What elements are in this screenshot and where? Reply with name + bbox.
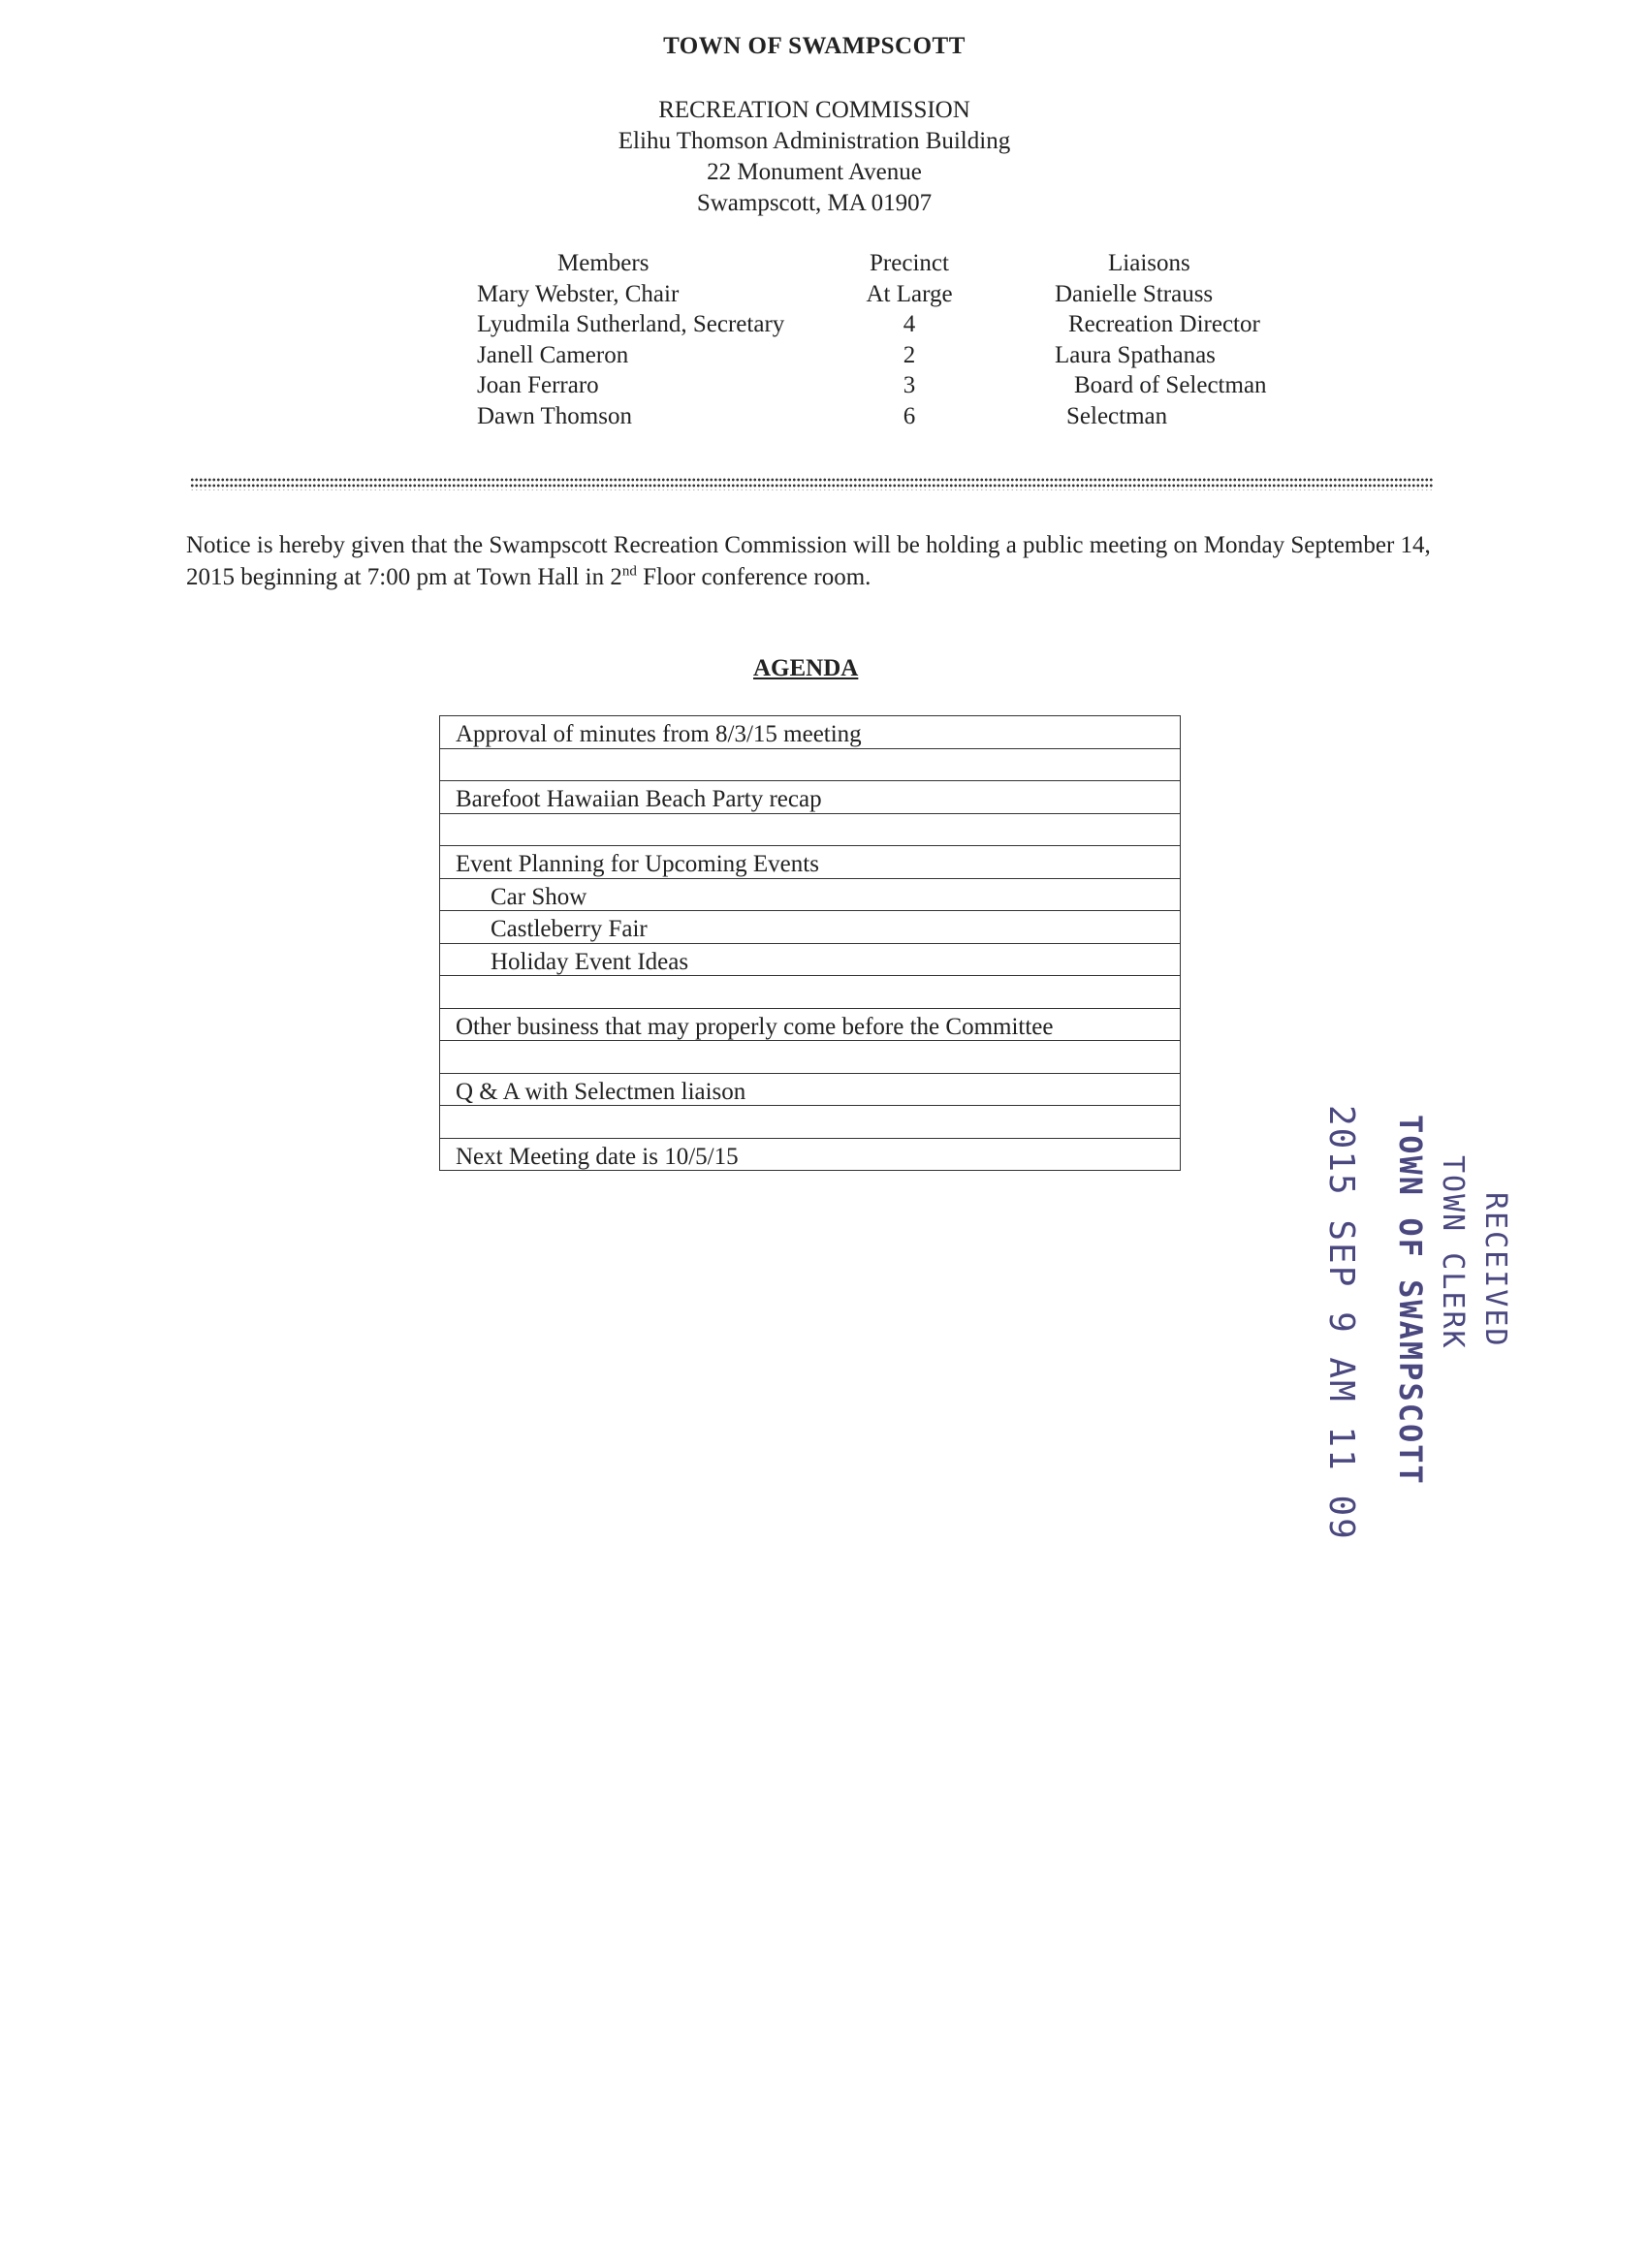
agenda-row: Next Meeting date is 10/5/15 bbox=[440, 1139, 1180, 1172]
dotted-divider bbox=[190, 477, 1433, 490]
precinct-header: Precinct bbox=[870, 250, 949, 276]
agenda-row: Other business that may properly come before the Committee bbox=[440, 1009, 1180, 1042]
document-title: TOWN OF SWAMPSCOTT bbox=[663, 33, 966, 59]
agenda-row: Event Planning for Upcoming Events bbox=[440, 846, 1180, 879]
agenda-title: AGENDA bbox=[753, 655, 859, 681]
agenda-row-empty bbox=[440, 814, 1180, 847]
members-column bbox=[477, 248, 784, 431]
agenda-table bbox=[439, 715, 1181, 1171]
stamp-line-town: TOWN OF SWAMPSCOTT bbox=[1392, 1115, 1429, 1486]
liaison-entry: Board of Selectman bbox=[1074, 372, 1267, 398]
precinct-column bbox=[861, 248, 958, 431]
precinct-value: 4 bbox=[903, 311, 916, 337]
agenda-row-empty bbox=[440, 1106, 1180, 1139]
street-address: 22 Monument Avenue bbox=[707, 159, 922, 185]
liaisons-header: Liaisons bbox=[1108, 250, 1190, 276]
member-name: Dawn Thomson bbox=[477, 402, 632, 429]
precinct-value: 6 bbox=[903, 402, 916, 429]
liaison-entry: Selectman bbox=[1066, 402, 1168, 429]
member-name: Joan Ferraro bbox=[477, 372, 599, 398]
notice-superscript: nd bbox=[621, 563, 637, 580]
liaison-entry: Danielle Strauss bbox=[1055, 280, 1214, 307]
address-block bbox=[0, 95, 1629, 219]
liaison-entry: Recreation Director bbox=[1068, 311, 1260, 337]
agenda-row-empty bbox=[440, 749, 1180, 782]
member-name: Lyudmila Sutherland, Secretary bbox=[477, 311, 785, 337]
agenda-row: Barefoot Hawaiian Beach Party recap bbox=[440, 781, 1180, 814]
building-name: Elihu Thomson Administration Building bbox=[618, 128, 1011, 154]
precinct-value: At Large bbox=[866, 280, 953, 307]
agenda-row-empty bbox=[440, 976, 1180, 1009]
notice-text-end: Floor conference room. bbox=[636, 564, 872, 590]
agenda-subrow: Car Show bbox=[440, 879, 1180, 912]
stamp-line-clerk: TOWN CLERK bbox=[1436, 1155, 1470, 1350]
liaisons-column bbox=[1055, 248, 1267, 431]
received-stamp bbox=[1311, 1105, 1512, 1541]
notice-text: Notice is hereby given that the Swampscott Recreation Commission will be holding a public meeting on Monday September 14, 2015 beginning at 7:00 pm at Town Hall in 2 bbox=[186, 532, 1431, 590]
precinct-value: 2 bbox=[903, 341, 916, 368]
meeting-notice bbox=[186, 529, 1446, 593]
agenda-row: Q & A with Selectmen liaison bbox=[440, 1074, 1180, 1107]
stamp-line-date: 2015 SEP 9 AM 11 09 bbox=[1321, 1105, 1361, 1541]
agenda-row: Approval of minutes from 8/3/15 meeting bbox=[440, 716, 1180, 749]
liaison-entry: Laura Spathanas bbox=[1055, 341, 1216, 368]
agenda-subrow: Castleberry Fair bbox=[440, 911, 1180, 944]
precinct-value: 3 bbox=[903, 372, 916, 398]
agenda-subrow: Holiday Event Ideas bbox=[440, 944, 1180, 977]
commission-name: RECREATION COMMISSION bbox=[658, 97, 970, 123]
agenda-row-empty bbox=[440, 1041, 1180, 1074]
member-name: Mary Webster, Chair bbox=[477, 280, 680, 307]
members-header: Members bbox=[557, 250, 650, 276]
stamp-line-received: RECEIVED bbox=[1478, 1192, 1512, 1348]
city-address: Swampscott, MA 01907 bbox=[696, 190, 933, 216]
member-name: Janell Cameron bbox=[477, 341, 629, 368]
